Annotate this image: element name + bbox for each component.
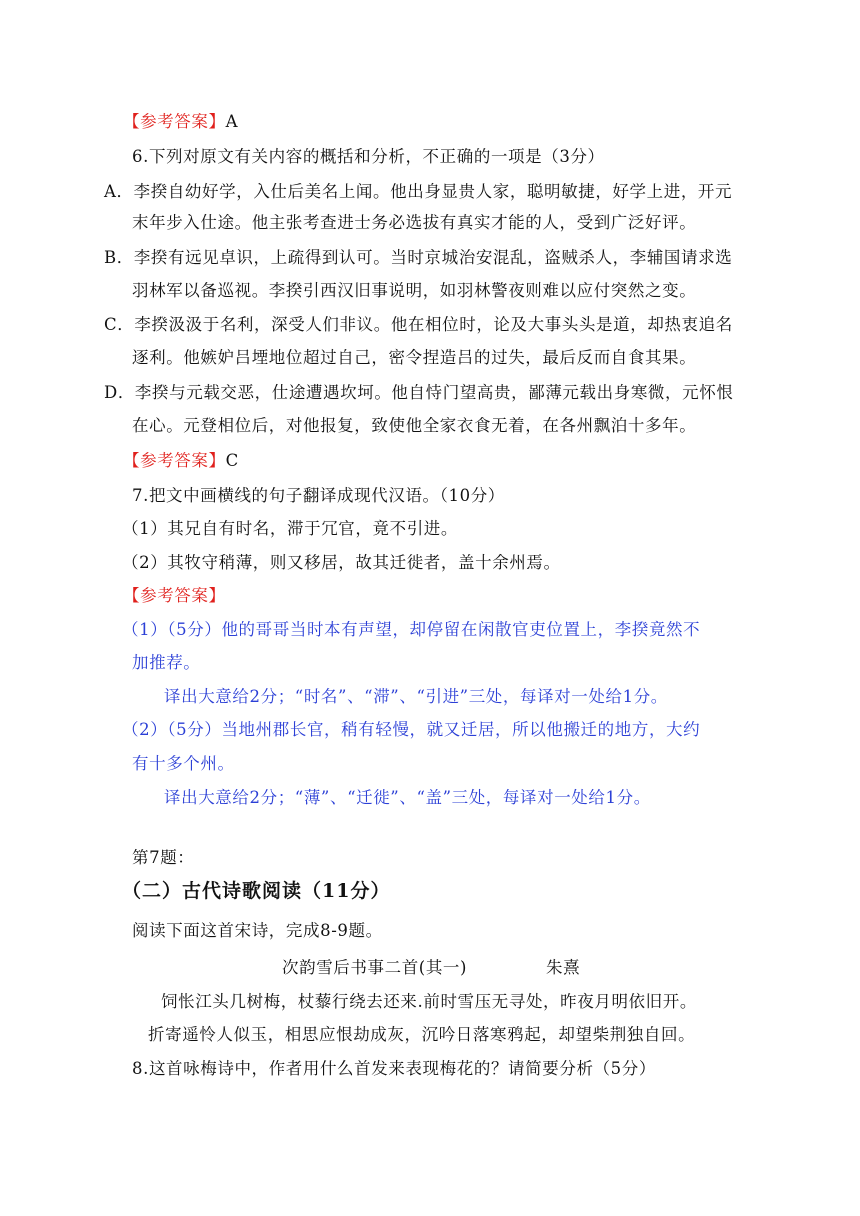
option-a-line1: A．李揆自幼好学，入仕后美名上闻。他出身显贵人家，聪明敏捷，好学上进，开元 bbox=[104, 182, 733, 201]
answer-label: 【参考答案】 bbox=[123, 112, 226, 131]
option-a-line2: 末年步入仕途。他主张考查进士务必选拔有真实才能的人，受到广泛好评。 bbox=[132, 213, 697, 232]
sentence-2: （2）其牧守稍薄，则又移居，故其迁徙者，盖十余州焉。 bbox=[122, 553, 561, 572]
question-6-stem: 6.下列对原文有关内容的概括和分析，不正确的一项是（3分） bbox=[132, 147, 605, 166]
option-b-line2: 羽林军以备巡视。李揆引西汉旧事说明，如羽林警夜则难以应付突然之变。 bbox=[132, 281, 697, 300]
section-heading: （二）古代诗歌阅读（11分） bbox=[122, 880, 391, 902]
answer-label: 【参考答案】 bbox=[123, 451, 226, 470]
answer-2-line1: （2）（5分）当地州郡长官，稍有轻慢，就又迁居，所以他搬迁的地方，大约 bbox=[122, 720, 701, 739]
poem-intro: 阅读下面这首宋诗，完成8-9题。 bbox=[132, 921, 383, 940]
q5-answer-line bbox=[123, 111, 238, 133]
poem-author: 朱熹 bbox=[546, 958, 581, 977]
poem-line-1: 饲怅江头几树梅，杖藜行绕去还来.前时雪压无寻处，昨夜月明依旧开。 bbox=[161, 992, 697, 1011]
answer-value: A bbox=[225, 112, 239, 131]
answer-value: C bbox=[225, 451, 239, 470]
poem-title: 次韵雪后书事二首(其一) bbox=[282, 958, 468, 977]
option-d-line1: D．李揆与元载交恶，仕途遭遇坎坷。他自恃门望高贵，鄙薄元载出身寒微，元怀恨 bbox=[104, 383, 734, 402]
sentence-1: （1）其兄自有时名，滞于冗官，竟不引进。 bbox=[122, 519, 458, 538]
question-7-stem: 7.把文中画横线的句子翻译成现代汉语。（10分） bbox=[132, 486, 505, 505]
option-c-line1: C．李揆汲汲于名利，深受人们非议。他在相位时，论及大事头头是道，却热衷追名 bbox=[104, 315, 733, 334]
option-c-line2: 逐利。他嫉妒吕堙地位超过自己，密令捏造吕的过失，最后反而自食其果。 bbox=[132, 348, 697, 367]
answer-2-line2: 有十多个州。 bbox=[132, 754, 235, 773]
q6-answer-line bbox=[123, 450, 239, 472]
answer-1-line2: 加推荐。 bbox=[132, 653, 201, 672]
answer-1-scoring-note: 译出大意给2分；“时名”、“滞”、“引进”三处，每译对一处给1分。 bbox=[164, 687, 668, 706]
option-d-line2: 在心。元登相位后，对他报复，致使他全家衣食无着，在各州飘泊十多年。 bbox=[132, 416, 697, 435]
question-7-label: 第7题： bbox=[132, 848, 195, 867]
option-b-line1: B．李揆有远见卓识，上疏得到认可。当时京城治安混乱，盗贼杀人，李辅国请求选 bbox=[104, 248, 733, 267]
answer-label: 【参考答案】 bbox=[123, 586, 226, 605]
answer-2-scoring-note: 译出大意给2分；“薄”、“迁徙”、“盖”三处，每译对一处给1分。 bbox=[164, 788, 651, 807]
poem-line-2: 折寄遥怜人似玉，相思应恨劫成灰，沉吟日落寒鸦起，却望柴荆独自回。 bbox=[148, 1025, 696, 1044]
question-8-stem: 8.这首咏梅诗中，作者用什么首发来表现梅花的？请简要分析（5分） bbox=[132, 1059, 656, 1078]
answer-1-line1: （1）（5分）他的哥哥当时本有声望，却停留在闲散官吏位置上，李揆竟然不 bbox=[122, 620, 701, 639]
